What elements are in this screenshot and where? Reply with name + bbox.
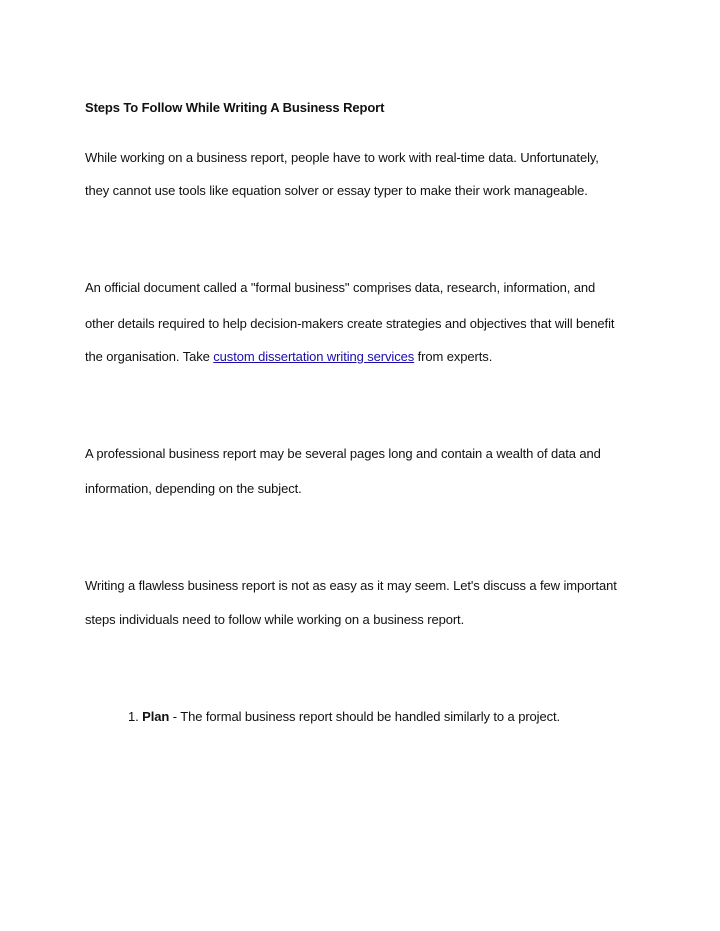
paragraph-3-line-2: information, depending on the subject. [85, 481, 302, 496]
page-title: Steps To Follow While Writing A Business Report [85, 100, 385, 115]
custom-dissertation-link[interactable]: custom dissertation writing services [213, 349, 415, 364]
paragraph-2-line-2: other details required to help decision-makers create strategies and objectives that will benefit [85, 316, 615, 331]
paragraph-3-line-1: A professional business report may be several pages long and contain a wealth of data and [85, 446, 601, 461]
list-item-number: 1. [128, 709, 143, 724]
paragraph-2-line-3 [85, 349, 492, 365]
list-item-description: - The formal business report should be handled similarly to a project. [169, 709, 561, 724]
paragraph-4-line-1: Writing a flawless business report is not as easy as it may seem. Let's discuss a few important [85, 578, 617, 593]
list-item-term: Plan [142, 709, 170, 724]
paragraph-2-line-1: An official document called a "formal business" comprises data, research, information, and [85, 280, 596, 295]
paragraph-1-line-2: they cannot use tools like equation solver or essay typer to make their work manageable. [85, 183, 588, 198]
paragraph-2-line-3-suffix: from experts. [414, 349, 493, 364]
paragraph-2-line-3-prefix: the organisation. Take [85, 349, 214, 364]
paragraph-4-line-2: steps individuals need to follow while working on a business report. [85, 612, 465, 627]
list-item [128, 709, 560, 725]
paragraph-1-line-1: While working on a business report, people have to work with real-time data. Unfortunately, [85, 150, 599, 165]
